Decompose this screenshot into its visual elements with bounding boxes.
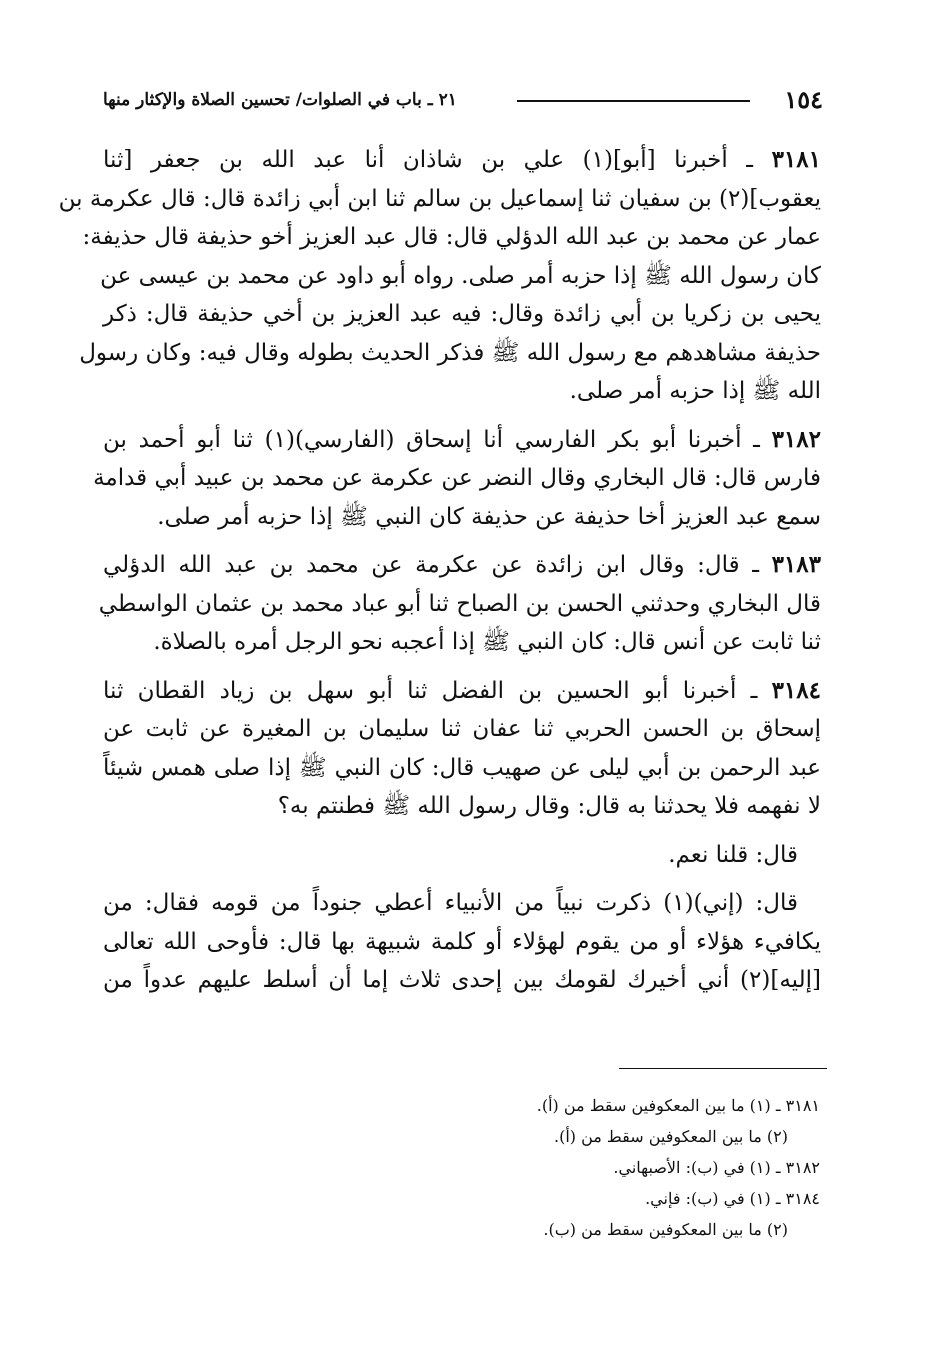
text-line: حذيفة مشاهدهم مع رسول الله ﷺ فذكر الحديث بطوله وقال فيه: وكان رسول [79, 339, 821, 366]
footnotes [400, 1090, 820, 1245]
footnote [400, 1121, 820, 1152]
text-line: يعقوب](٢) بن سفيان ثنا إسماعيل بن سالم ثنا ابن أبي زائدة قال: قال عكرمة بن [58, 185, 821, 212]
line-text: قال: (إني)(١) ذكرت نبياً من الأنبياء أعطي جنوداً من قومه فقال: من [103, 890, 799, 916]
running-head [103, 80, 823, 120]
footnote: ٣١٨٤ ـ (١) في (ب): فإني. [645, 1189, 820, 1208]
text-line: عبد الرحمن بن أبي ليلى عن صهيب قال: كان النبي ﷺ إذا صلى همس شيئاً [103, 754, 821, 781]
text-line: فارس قال: قال البخاري وقال النضر عن عكرمة عن محمد بن عبيد أبي قدامة [93, 465, 821, 491]
footnote [400, 1214, 820, 1245]
header-rule [517, 100, 750, 102]
text-line [103, 672, 821, 711]
text-line: عمار عن محمد بن عبد الله الدؤلي قال: قال عبد العزيز أخو حذيفة قال حذيفة: [82, 224, 821, 250]
hadith-3182 [93, 421, 821, 537]
dialogue-line [103, 836, 821, 875]
footnote-rule [619, 1068, 827, 1069]
text-line: سمع عبد العزيز أخا حذيفة عن حذيفة كان النبي ﷺ إذا حزبه أمر صلى. [157, 503, 821, 530]
footnote: ٣١٨١ ـ (١) ما بين المعكوفين سقط من (أ). [536, 1096, 820, 1115]
hadith-number: ٣١٨١ [771, 146, 821, 173]
footnote-text: (٢) ما بين المعكوفين سقط من (أ). [553, 1127, 788, 1146]
line-text: ـ قال: وقال ابن زائدة عن عكرمة عن محمد بن عبد الله الدؤلي [103, 552, 772, 578]
hadith-number: ٣١٨٣ [771, 551, 821, 578]
text-line: الله ﷺ إذا حزبه أمر صلى. [569, 378, 821, 404]
line-text: ـ أخبرنا [أبو](١) علي بن شاذان أنا عبد الله بن جعفر [ثنا [103, 147, 772, 173]
hadith-3184 [103, 672, 821, 826]
dialogue-paragraph [103, 884, 821, 1000]
text-line: كان رسول الله ﷺ إذا حزبه أمر صلى. رواه أبو داود عن محمد بن عيسى عن [100, 262, 821, 289]
text-line: إسحاق بن الحسن الحربي ثنا عفان ثنا سليمان بن المغيرة عن ثابت عن [103, 716, 821, 742]
text-line: [إليه](٢) أني أخيرك لقومك بين إحدى ثلاث إما أن أسلط عليهم عدواً من [103, 967, 821, 993]
line-text: قال: قلنا نعم. [668, 841, 798, 868]
hadith-number: ٣١٨٤ [771, 676, 821, 704]
chapter-title: ٢١ ـ باب في الصلوات/ تحسين الصلاة والإكثار منها [103, 90, 457, 110]
text-line [103, 141, 821, 180]
text-line: لا نفهمه فلا يحدثنا به قال: وقال رسول الله ﷺ فطنتم به؟ [277, 793, 821, 819]
text-line: يحيى بن زكريا بن أبي زائدة وقال: فيه عبد العزيز بن أخي حذيفة قال: ذكر [103, 301, 821, 327]
text-line: قال البخاري وحدثني الحسن بن الصباح ثنا أبو عباد محمد بن عثمان الواسطي [98, 590, 821, 617]
line-text: ـ أخبرنا أبو بكر الفارسي أنا إسحاق (الفارسي)(١) ثنا أبو أحمد بن [103, 426, 772, 453]
text-line [103, 421, 821, 460]
text-line [103, 836, 821, 875]
text-line [103, 546, 821, 585]
hadith-3183 [98, 546, 821, 662]
line-text: ـ أخبرنا أبو الحسين بن الفضل ثنا أبو سهل بن زياد القطان ثنا [103, 677, 772, 704]
main-text [58, 141, 821, 1010]
footnote-text: (٢) ما بين المعكوفين سقط من (ب). [543, 1220, 788, 1239]
text-line: ثنا ثابت عن أنس قال: كان النبي ﷺ إذا أعجبه نحو الرجل أمره بالصلاة. [153, 629, 821, 655]
page-number: ١٥٤ [784, 85, 823, 114]
hadith-3181 [58, 141, 821, 411]
text-line [103, 884, 821, 923]
hadith-number: ٣١٨٢ [771, 425, 821, 453]
footnote: ٣١٨٢ ـ (١) في (ب): الأصبهاني. [613, 1158, 820, 1177]
text-line: يكافيء هؤلاء أو من يقوم لهؤلاء أو كلمة شبيهة بها قال: فأوحى الله تعالى [103, 928, 821, 955]
